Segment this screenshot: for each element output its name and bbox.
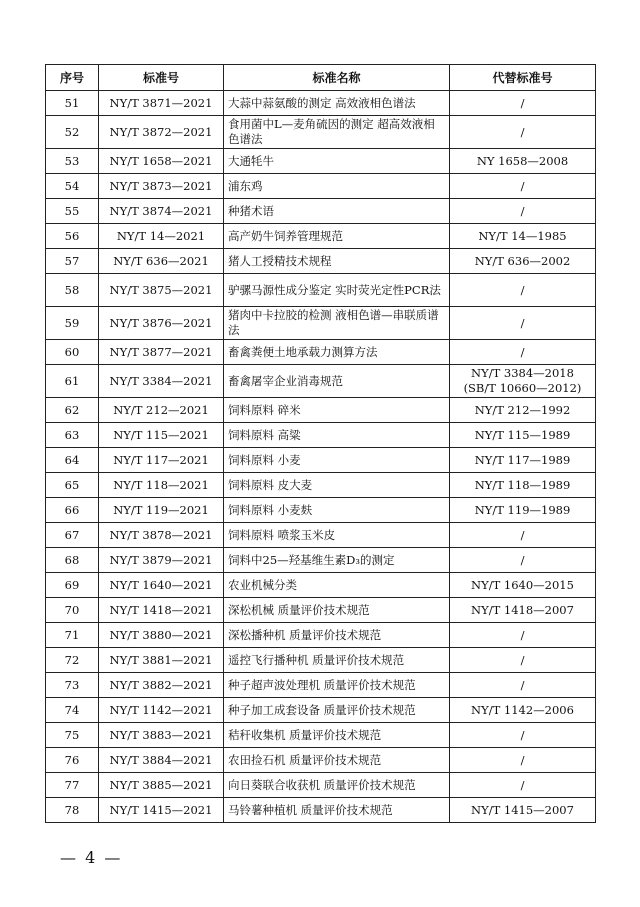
cell-standard-number: NY/T 117—2021 xyxy=(99,448,224,473)
cell-standard-name: 饲料原料 小麦麸 xyxy=(224,498,450,523)
table-row xyxy=(46,365,596,398)
cell-serial-number: 67 xyxy=(46,523,99,548)
cell-standard-name: 马铃薯种植机 质量评价技术规范 xyxy=(224,798,450,823)
cell-standard-name: 畜禽粪便土地承载力测算方法 xyxy=(224,340,450,365)
cell-standard-name: 饲料原料 高粱 xyxy=(224,423,450,448)
cell-standard-name: 饲料原料 喷浆玉米皮 xyxy=(224,523,450,548)
cell-replaced-standard: NY/T 119—1989 xyxy=(450,498,596,523)
cell-standard-name: 浦东鸡 xyxy=(224,174,450,199)
table-row xyxy=(46,698,596,723)
table-row xyxy=(46,448,596,473)
cell-replaced-standard: / xyxy=(450,773,596,798)
cell-standard-number: NY/T 1142—2021 xyxy=(99,698,224,723)
cell-replaced-standard: / xyxy=(450,199,596,224)
cell-serial-number: 63 xyxy=(46,423,99,448)
table-row xyxy=(46,340,596,365)
cell-standard-name: 驴骡马源性成分鉴定 实时荧光定性PCR法 xyxy=(224,274,450,307)
cell-standard-number: NY/T 1415—2021 xyxy=(99,798,224,823)
cell-standard-name: 种猪术语 xyxy=(224,199,450,224)
table-row xyxy=(46,498,596,523)
table-row xyxy=(46,116,596,149)
cell-serial-number: 57 xyxy=(46,249,99,274)
cell-serial-number: 72 xyxy=(46,648,99,673)
table-row xyxy=(46,149,596,174)
cell-standard-name: 大蒜中蒜氨酸的测定 高效液相色谱法 xyxy=(224,91,450,116)
cell-serial-number: 52 xyxy=(46,116,99,149)
cell-standard-name: 畜禽屠宰企业消毒规范 xyxy=(224,365,450,398)
table-row xyxy=(46,748,596,773)
cell-serial-number: 55 xyxy=(46,199,99,224)
header-standard-name: 标准名称 xyxy=(224,65,450,91)
cell-standard-number: NY/T 3876—2021 xyxy=(99,307,224,340)
table-row xyxy=(46,523,596,548)
cell-serial-number: 58 xyxy=(46,274,99,307)
cell-replaced-standard: / xyxy=(450,340,596,365)
cell-serial-number: 56 xyxy=(46,224,99,249)
cell-standard-number: NY/T 1418—2021 xyxy=(99,598,224,623)
cell-serial-number: 62 xyxy=(46,398,99,423)
cell-standard-number: NY/T 3384—2021 xyxy=(99,365,224,398)
table-row xyxy=(46,224,596,249)
table-row xyxy=(46,573,596,598)
table-row xyxy=(46,91,596,116)
cell-standard-number: NY/T 3884—2021 xyxy=(99,748,224,773)
cell-standard-number: NY/T 3885—2021 xyxy=(99,773,224,798)
cell-standard-number: NY/T 118—2021 xyxy=(99,473,224,498)
cell-standard-name: 饲料原料 皮大麦 xyxy=(224,473,450,498)
cell-replaced-standard: NY/T 1418—2007 xyxy=(450,598,596,623)
cell-replaced-standard: NY/T 1640—2015 xyxy=(450,573,596,598)
cell-standard-number: NY/T 115—2021 xyxy=(99,423,224,448)
cell-standard-name: 深松机械 质量评价技术规范 xyxy=(224,598,450,623)
cell-serial-number: 75 xyxy=(46,723,99,748)
cell-serial-number: 53 xyxy=(46,149,99,174)
cell-serial-number: 71 xyxy=(46,623,99,648)
table-row xyxy=(46,473,596,498)
header-replaced-standard: 代替标准号 xyxy=(450,65,596,91)
cell-standard-number: NY/T 3882—2021 xyxy=(99,673,224,698)
header-standard-number: 标准号 xyxy=(99,65,224,91)
cell-standard-name: 种子超声波处理机 质量评价技术规范 xyxy=(224,673,450,698)
cell-standard-number: NY/T 3875—2021 xyxy=(99,274,224,307)
table-row xyxy=(46,398,596,423)
table-row xyxy=(46,249,596,274)
cell-replaced-standard: NY/T 14—1985 xyxy=(450,224,596,249)
cell-standard-name: 大通牦牛 xyxy=(224,149,450,174)
cell-standard-name: 农业机械分类 xyxy=(224,573,450,598)
header-serial-number: 序号 xyxy=(46,65,99,91)
cell-replaced-standard: / xyxy=(450,523,596,548)
cell-replaced-standard: NY 1658—2008 xyxy=(450,149,596,174)
cell-replaced-standard: NY/T 118—1989 xyxy=(450,473,596,498)
cell-standard-name: 食用菌中L—麦角硫因的测定 超高效液相色谱法 xyxy=(224,116,450,149)
table-row xyxy=(46,623,596,648)
cell-standard-name: 向日葵联合收获机 质量评价技术规范 xyxy=(224,773,450,798)
cell-standard-number: NY/T 3883—2021 xyxy=(99,723,224,748)
table-header-row xyxy=(46,65,596,91)
cell-serial-number: 66 xyxy=(46,498,99,523)
table-row xyxy=(46,174,596,199)
cell-standard-number: NY/T 3877—2021 xyxy=(99,340,224,365)
cell-standard-number: NY/T 1658—2021 xyxy=(99,149,224,174)
cell-standard-name: 遥控飞行播种机 质量评价技术规范 xyxy=(224,648,450,673)
cell-standard-name: 猪肉中卡拉胶的检测 液相色谱—串联质谱法 xyxy=(224,307,450,340)
cell-replaced-standard: / xyxy=(450,748,596,773)
table-row xyxy=(46,723,596,748)
cell-serial-number: 65 xyxy=(46,473,99,498)
cell-serial-number: 51 xyxy=(46,91,99,116)
table-row xyxy=(46,798,596,823)
cell-replaced-standard: NY/T 212—1992 xyxy=(450,398,596,423)
cell-replaced-standard: NY/T 3384—2018 (SB/T 10660—2012) xyxy=(450,365,596,398)
cell-standard-name: 猪人工授精技术规程 xyxy=(224,249,450,274)
table-row xyxy=(46,598,596,623)
cell-replaced-standard: / xyxy=(450,623,596,648)
cell-standard-number: NY/T 3873—2021 xyxy=(99,174,224,199)
cell-standard-name: 饲料原料 小麦 xyxy=(224,448,450,473)
table-row xyxy=(46,423,596,448)
cell-serial-number: 68 xyxy=(46,548,99,573)
cell-serial-number: 69 xyxy=(46,573,99,598)
table-row xyxy=(46,274,596,307)
cell-standard-number: NY/T 3881—2021 xyxy=(99,648,224,673)
cell-serial-number: 78 xyxy=(46,798,99,823)
cell-replaced-standard: / xyxy=(450,548,596,573)
cell-standard-name: 饲料原料 碎米 xyxy=(224,398,450,423)
cell-serial-number: 64 xyxy=(46,448,99,473)
cell-replaced-standard: / xyxy=(450,274,596,307)
cell-replaced-standard: / xyxy=(450,648,596,673)
cell-standard-number: NY/T 212—2021 xyxy=(99,398,224,423)
cell-replaced-standard: NY/T 117—1989 xyxy=(450,448,596,473)
cell-serial-number: 59 xyxy=(46,307,99,340)
cell-standard-number: NY/T 636—2021 xyxy=(99,249,224,274)
cell-standard-name: 深松播种机 质量评价技术规范 xyxy=(224,623,450,648)
cell-serial-number: 54 xyxy=(46,174,99,199)
page-number: — 4 — xyxy=(60,848,123,867)
cell-replaced-standard: / xyxy=(450,307,596,340)
cell-replaced-standard: / xyxy=(450,91,596,116)
cell-standard-number: NY/T 3872—2021 xyxy=(99,116,224,149)
cell-standard-name: 秸秆收集机 质量评价技术规范 xyxy=(224,723,450,748)
cell-replaced-standard: / xyxy=(450,116,596,149)
cell-replaced-standard: / xyxy=(450,174,596,199)
cell-replaced-standard: NY/T 636—2002 xyxy=(450,249,596,274)
cell-standard-number: NY/T 3874—2021 xyxy=(99,199,224,224)
cell-standard-name: 饲料中25—羟基维生素D₃的测定 xyxy=(224,548,450,573)
cell-serial-number: 70 xyxy=(46,598,99,623)
cell-serial-number: 73 xyxy=(46,673,99,698)
cell-standard-number: NY/T 3871—2021 xyxy=(99,91,224,116)
table-row xyxy=(46,548,596,573)
cell-serial-number: 77 xyxy=(46,773,99,798)
cell-standard-number: NY/T 14—2021 xyxy=(99,224,224,249)
cell-standard-number: NY/T 119—2021 xyxy=(99,498,224,523)
cell-standard-name: 农田捡石机 质量评价技术规范 xyxy=(224,748,450,773)
cell-standard-number: NY/T 1640—2021 xyxy=(99,573,224,598)
cell-replaced-standard: NY/T 115—1989 xyxy=(450,423,596,448)
cell-serial-number: 76 xyxy=(46,748,99,773)
cell-replaced-standard: / xyxy=(450,673,596,698)
cell-standard-name: 种子加工成套设备 质量评价技术规范 xyxy=(224,698,450,723)
table-row xyxy=(46,773,596,798)
table-row xyxy=(46,648,596,673)
cell-replaced-standard: NY/T 1415—2007 xyxy=(450,798,596,823)
cell-serial-number: 60 xyxy=(46,340,99,365)
cell-standard-number: NY/T 3878—2021 xyxy=(99,523,224,548)
cell-replaced-standard: / xyxy=(450,723,596,748)
table-row xyxy=(46,307,596,340)
standards-table xyxy=(45,64,596,823)
table-row xyxy=(46,199,596,224)
cell-standard-name: 高产奶牛饲养管理规范 xyxy=(224,224,450,249)
cell-replaced-standard: NY/T 1142—2006 xyxy=(450,698,596,723)
cell-standard-number: NY/T 3880—2021 xyxy=(99,623,224,648)
cell-standard-number: NY/T 3879—2021 xyxy=(99,548,224,573)
cell-serial-number: 61 xyxy=(46,365,99,398)
table-row xyxy=(46,673,596,698)
cell-serial-number: 74 xyxy=(46,698,99,723)
